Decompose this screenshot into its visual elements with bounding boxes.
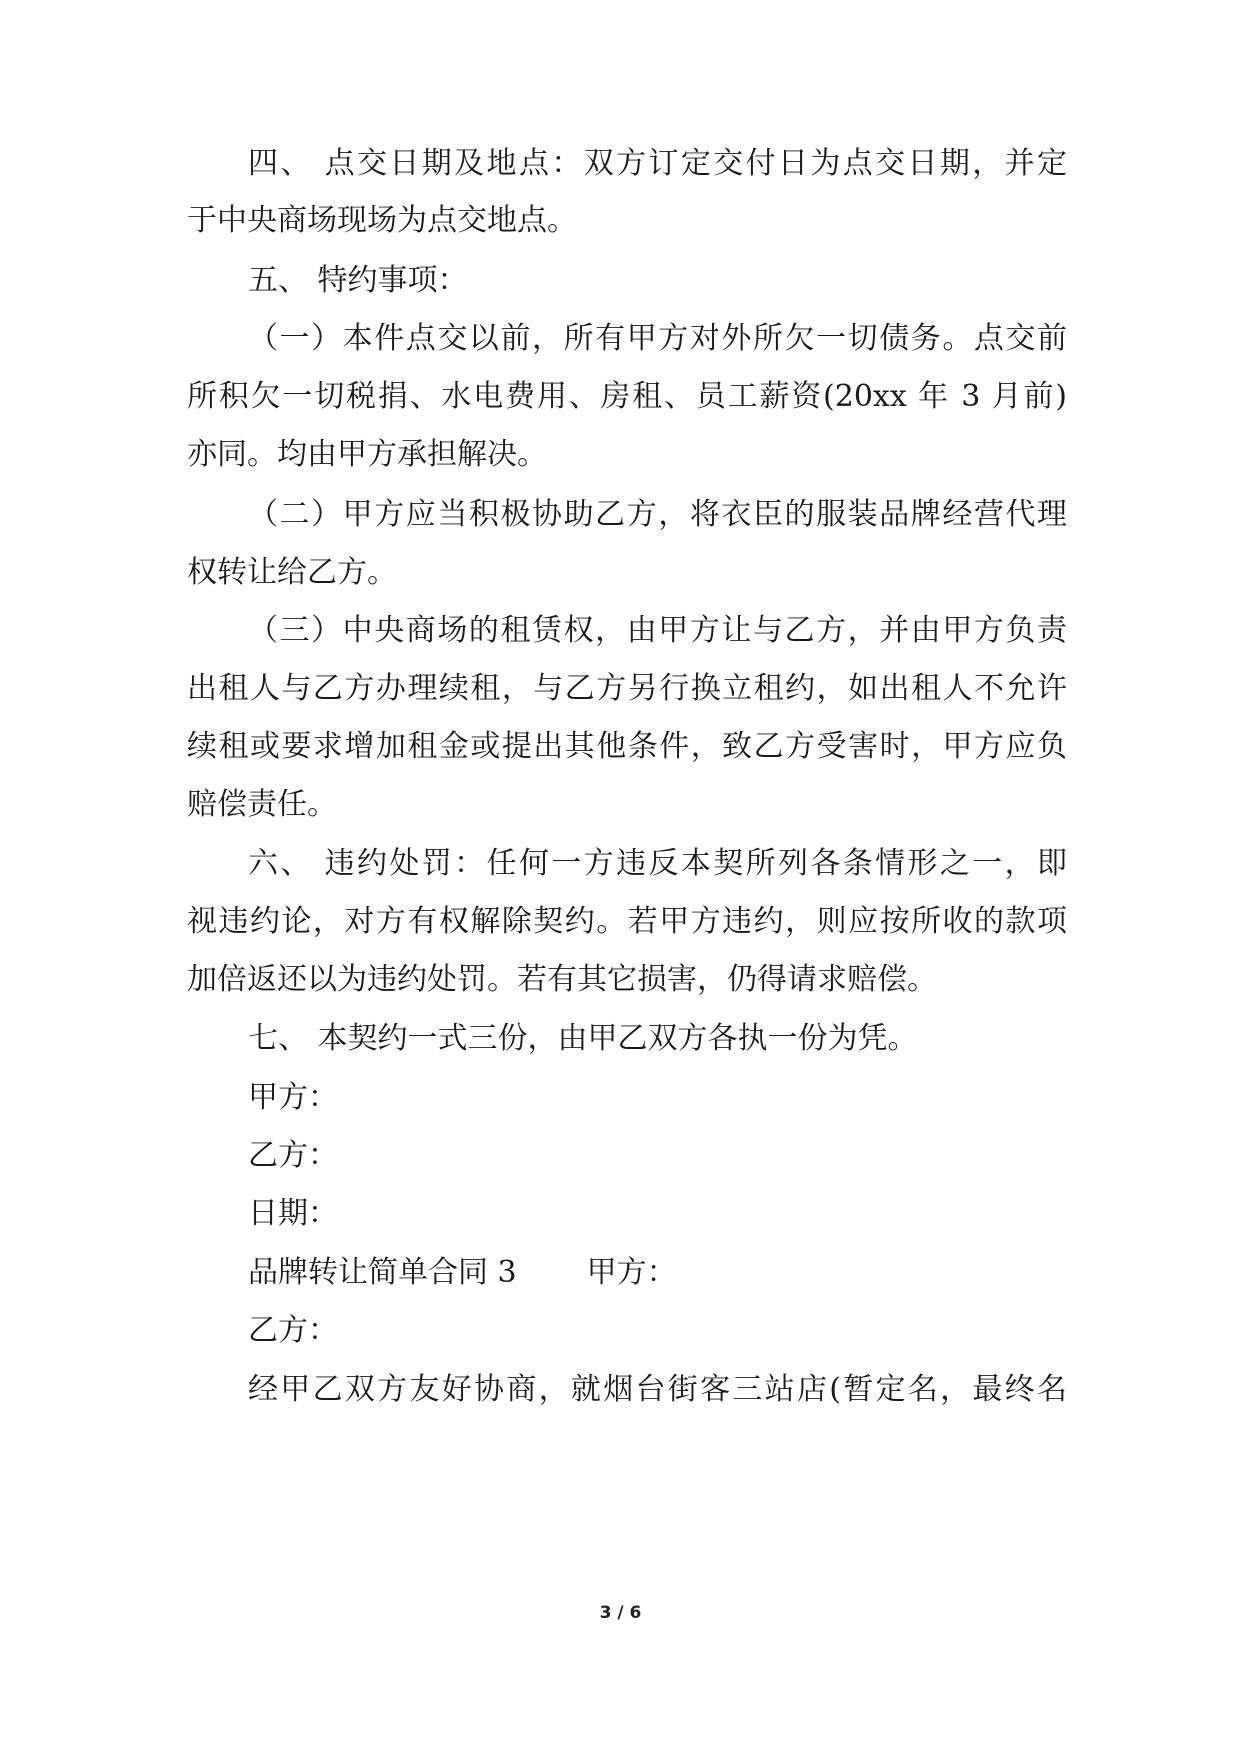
clause-5-2-line-1: （二）甲方应当积极协助乙方，将衣臣的服装品牌经营代理	[248, 497, 1067, 532]
clause-5-2-line-2: 权转让给乙方。	[187, 555, 397, 590]
clause-6-line-1: 六、 违约处罚：任何一方违反本契所列各条情形之一，即	[248, 846, 1067, 881]
signature-party-b: 乙方：	[248, 1138, 338, 1173]
clause-7-line: 七、 本契约一式三份，由甲乙双方各执一份为凭。	[248, 1021, 918, 1056]
contract-3-intro-line: 经甲乙双方友好协商，就烟台街客三站店(暂定名，最终名	[248, 1372, 1067, 1407]
clause-5-1-line-1: （一）本件点交以前，所有甲方对外所欠一切债务。点交前	[248, 321, 1067, 356]
clause-4-line-2: 于中央商场现场为点交地点。	[187, 203, 577, 238]
signature-date: 日期：	[248, 1196, 338, 1231]
contract-3-party-a: 甲方：	[586, 1255, 677, 1290]
contract-3-title: 品牌转让简单合同 3	[248, 1255, 517, 1290]
clause-5-3-line-1: （三）中央商场的租赁权，由甲方让与乙方，并由甲方负责	[248, 613, 1067, 648]
clause-6-line-3: 加倍返还以为违约处罚。若有其它损害，仍得请求赔偿。	[187, 962, 937, 997]
clause-5-3-line-2: 出租人与乙方办理续租，与乙方另行换立租约，如出租人不允许	[187, 671, 1067, 706]
clause-5-3-line-4: 赔偿责任。	[187, 787, 337, 822]
clause-5-3-line-3: 续租或要求增加租金或提出其他条件，致乙方受害时，甲方应负	[187, 729, 1067, 764]
clause-5-1-line-2: 所积欠一切税捐、水电费用、房租、员工薪资(20xx 年 3 月前)	[187, 379, 1067, 414]
clause-5-1-line-3: 亦同。均由甲方承担解决。	[187, 437, 547, 472]
contract-3-party-b: 乙方：	[248, 1313, 338, 1348]
page-number: 3 / 6	[599, 1603, 642, 1623]
clause-4-line-1: 四、 点交日期及地点：双方订定交付日为点交日期，并定	[248, 146, 1067, 181]
signature-party-a: 甲方：	[248, 1080, 338, 1115]
contract-3-heading-line	[248, 1255, 1067, 1291]
clause-5-heading: 五、 特约事项：	[248, 263, 468, 298]
clause-6-line-2: 视违约论，对方有权解除契约。若甲方违约，则应按所收的款项	[187, 904, 1067, 939]
